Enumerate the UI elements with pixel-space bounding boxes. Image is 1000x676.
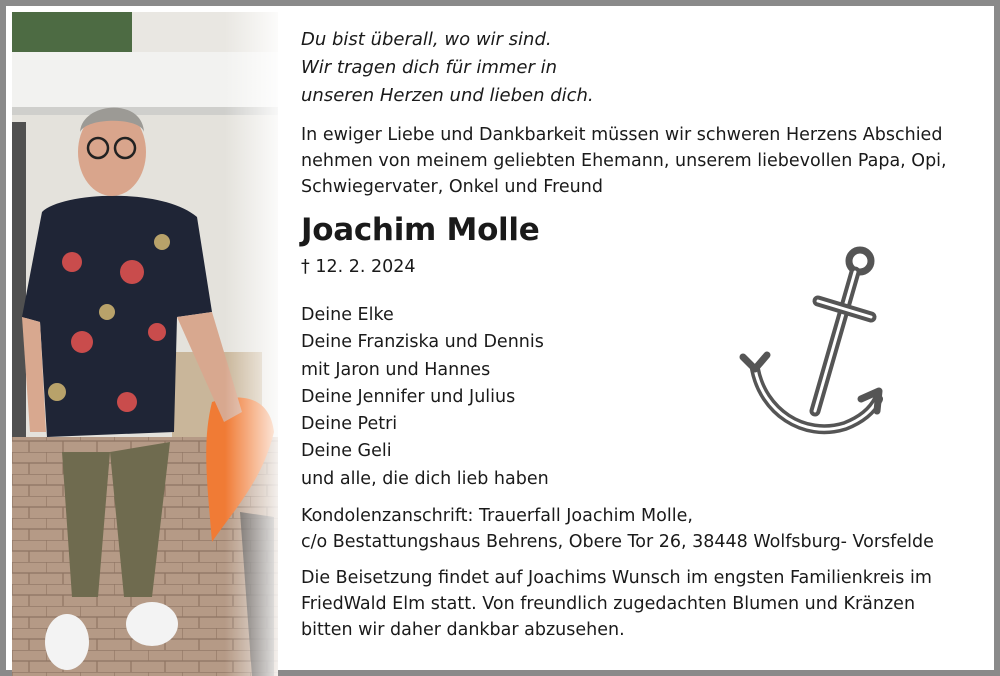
family-line: Deine Petri xyxy=(301,414,398,435)
family-line: Deine Geli xyxy=(301,441,392,462)
intro-line: nehmen von meinem geliebten Ehemann, unserem liebevollen Papa, Opi, xyxy=(301,151,947,171)
intro-line: In ewiger Liebe und Dankbarkeit müssen wir schweren Herzens Abschied xyxy=(301,125,943,145)
death-date: † 12. 2. 2024 xyxy=(301,257,416,277)
anchor-icon xyxy=(733,241,888,451)
family-line: Deine Franziska und Dennis xyxy=(301,332,544,353)
quote-line: unseren Herzen und lieben dich. xyxy=(301,85,594,106)
quote-line: Du bist überall, wo wir sind. xyxy=(301,29,552,50)
family-line: und alle, die dich lieb haben xyxy=(301,468,549,489)
memorial-quote xyxy=(301,26,991,110)
portrait-photo xyxy=(12,12,278,676)
condolence-line: c/o Bestattungshaus Behrens, Obere Tor 26, 38448 Wolfsburg- Vorsfelde xyxy=(301,532,934,553)
deceased-name: Joachim Molle xyxy=(301,212,540,248)
family-line: Deine Jennifer und Julius xyxy=(301,386,516,407)
burial-notice xyxy=(301,565,991,643)
burial-line: bitten wir daher dankbar abzusehen. xyxy=(301,620,625,641)
intro-paragraph xyxy=(301,122,991,200)
family-line: Deine Elke xyxy=(301,305,394,325)
burial-line: FriedWald Elm statt. Von freundlich zugedachten Blumen und Kränzen xyxy=(301,594,916,615)
intro-line: Schwiegervater, Onkel und Freund xyxy=(301,177,603,197)
condolence-address xyxy=(301,503,991,555)
family-line: mit Jaron und Hannes xyxy=(301,359,491,380)
condolence-line: Kondolenzanschrift: Trauerfall Joachim Molle, xyxy=(301,506,693,527)
quote-line: Wir tragen dich für immer in xyxy=(301,57,558,78)
burial-line: Die Beisetzung findet auf Joachims Wunsch im engsten Familienkreis im xyxy=(301,568,932,589)
